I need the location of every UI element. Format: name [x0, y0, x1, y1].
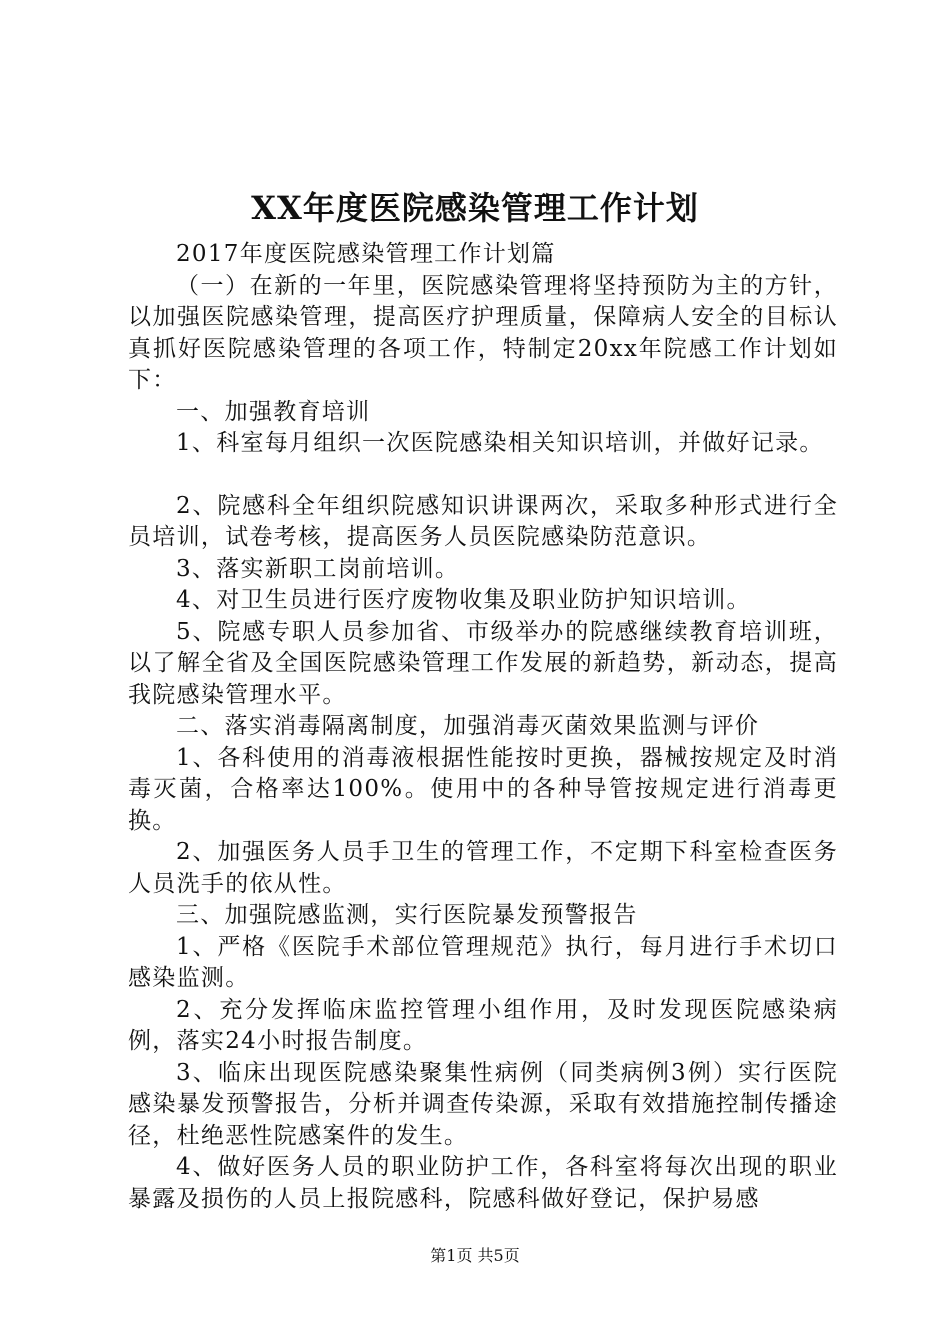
paragraph-item: 1、严格《医院手术部位管理规范》执行，每月进行手术切口感染监测。 [128, 933, 838, 991]
paragraph-item: 4、做好医务人员的职业防护工作，各科室将每次出现的职业暴露及损伤的人员上报院感科，院感科做好登记，保护易感 [128, 1154, 838, 1212]
document-body [128, 239, 838, 1215]
paragraph-item: 3、临床出现医院感染聚集性病例（同类病例3例）实行医院感染暴发预警报告，分析并调查传染源，采取有效措施控制传播途径，杜绝恶性院感案件的发生。 [128, 1059, 838, 1149]
page-number-footer: 第1页 共5页 [430, 1246, 520, 1265]
paragraph-item: 3、落实新职工岗前培训。 [176, 555, 460, 582]
paragraph-item: 2、加强医务人员手卫生的管理工作，不定期下科室检查医务人员洗手的依从性。 [128, 839, 838, 897]
paragraph-intro: （一）在新的一年里，医院感染管理将坚持预防为主的方针，以加强医院感染管理，提高医疗护理质量，保障病人安全的目标认真抓好医院感染管理的各项工作，特制定20xx年院感工作计划如下： [128, 272, 838, 393]
paragraph-item: 2、院感科全年组织院感知识讲课两次，采取多种形式进行全员培训，试卷考核，提高医务人员医院感染防范意识。 [128, 492, 838, 550]
paragraph-item: 5、院感专职人员参加省、市级举办的院感继续教育培训班，以了解全省及全国医院感染管理工作发展的新趋势，新动态，提高我院感染管理水平。 [128, 618, 838, 708]
section-heading-3: 三、加强院感监测，实行医院暴发预警报告 [176, 902, 638, 928]
paragraph-item: 1、各科使用的消毒液根据性能按时更换，器械按规定及时消毒灭菌，合格率达100%。使用中的各种导管按规定进行消毒更换。 [128, 744, 838, 834]
section-heading-1: 一、加强教育培训 [176, 398, 371, 425]
document-title: XX年度医院感染管理工作计划 [251, 189, 699, 227]
paragraph-item: 2、充分发挥临床监控管理小组作用，及时发现医院感染病例，落实24小时报告制度。 [128, 996, 838, 1054]
paragraph-item: 4、对卫生员进行医疗废物收集及职业防护知识培训。 [176, 587, 751, 613]
section-heading-2: 二、落实消毒隔离制度，加强消毒灭菌效果监测与评价 [176, 713, 760, 739]
paragraph-subtitle: 2017年度医院感染管理工作计划篇 [176, 241, 556, 267]
paragraph-item: 1、科室每月组织一次医院感染相关知识培训，并做好记录。 [176, 430, 824, 456]
